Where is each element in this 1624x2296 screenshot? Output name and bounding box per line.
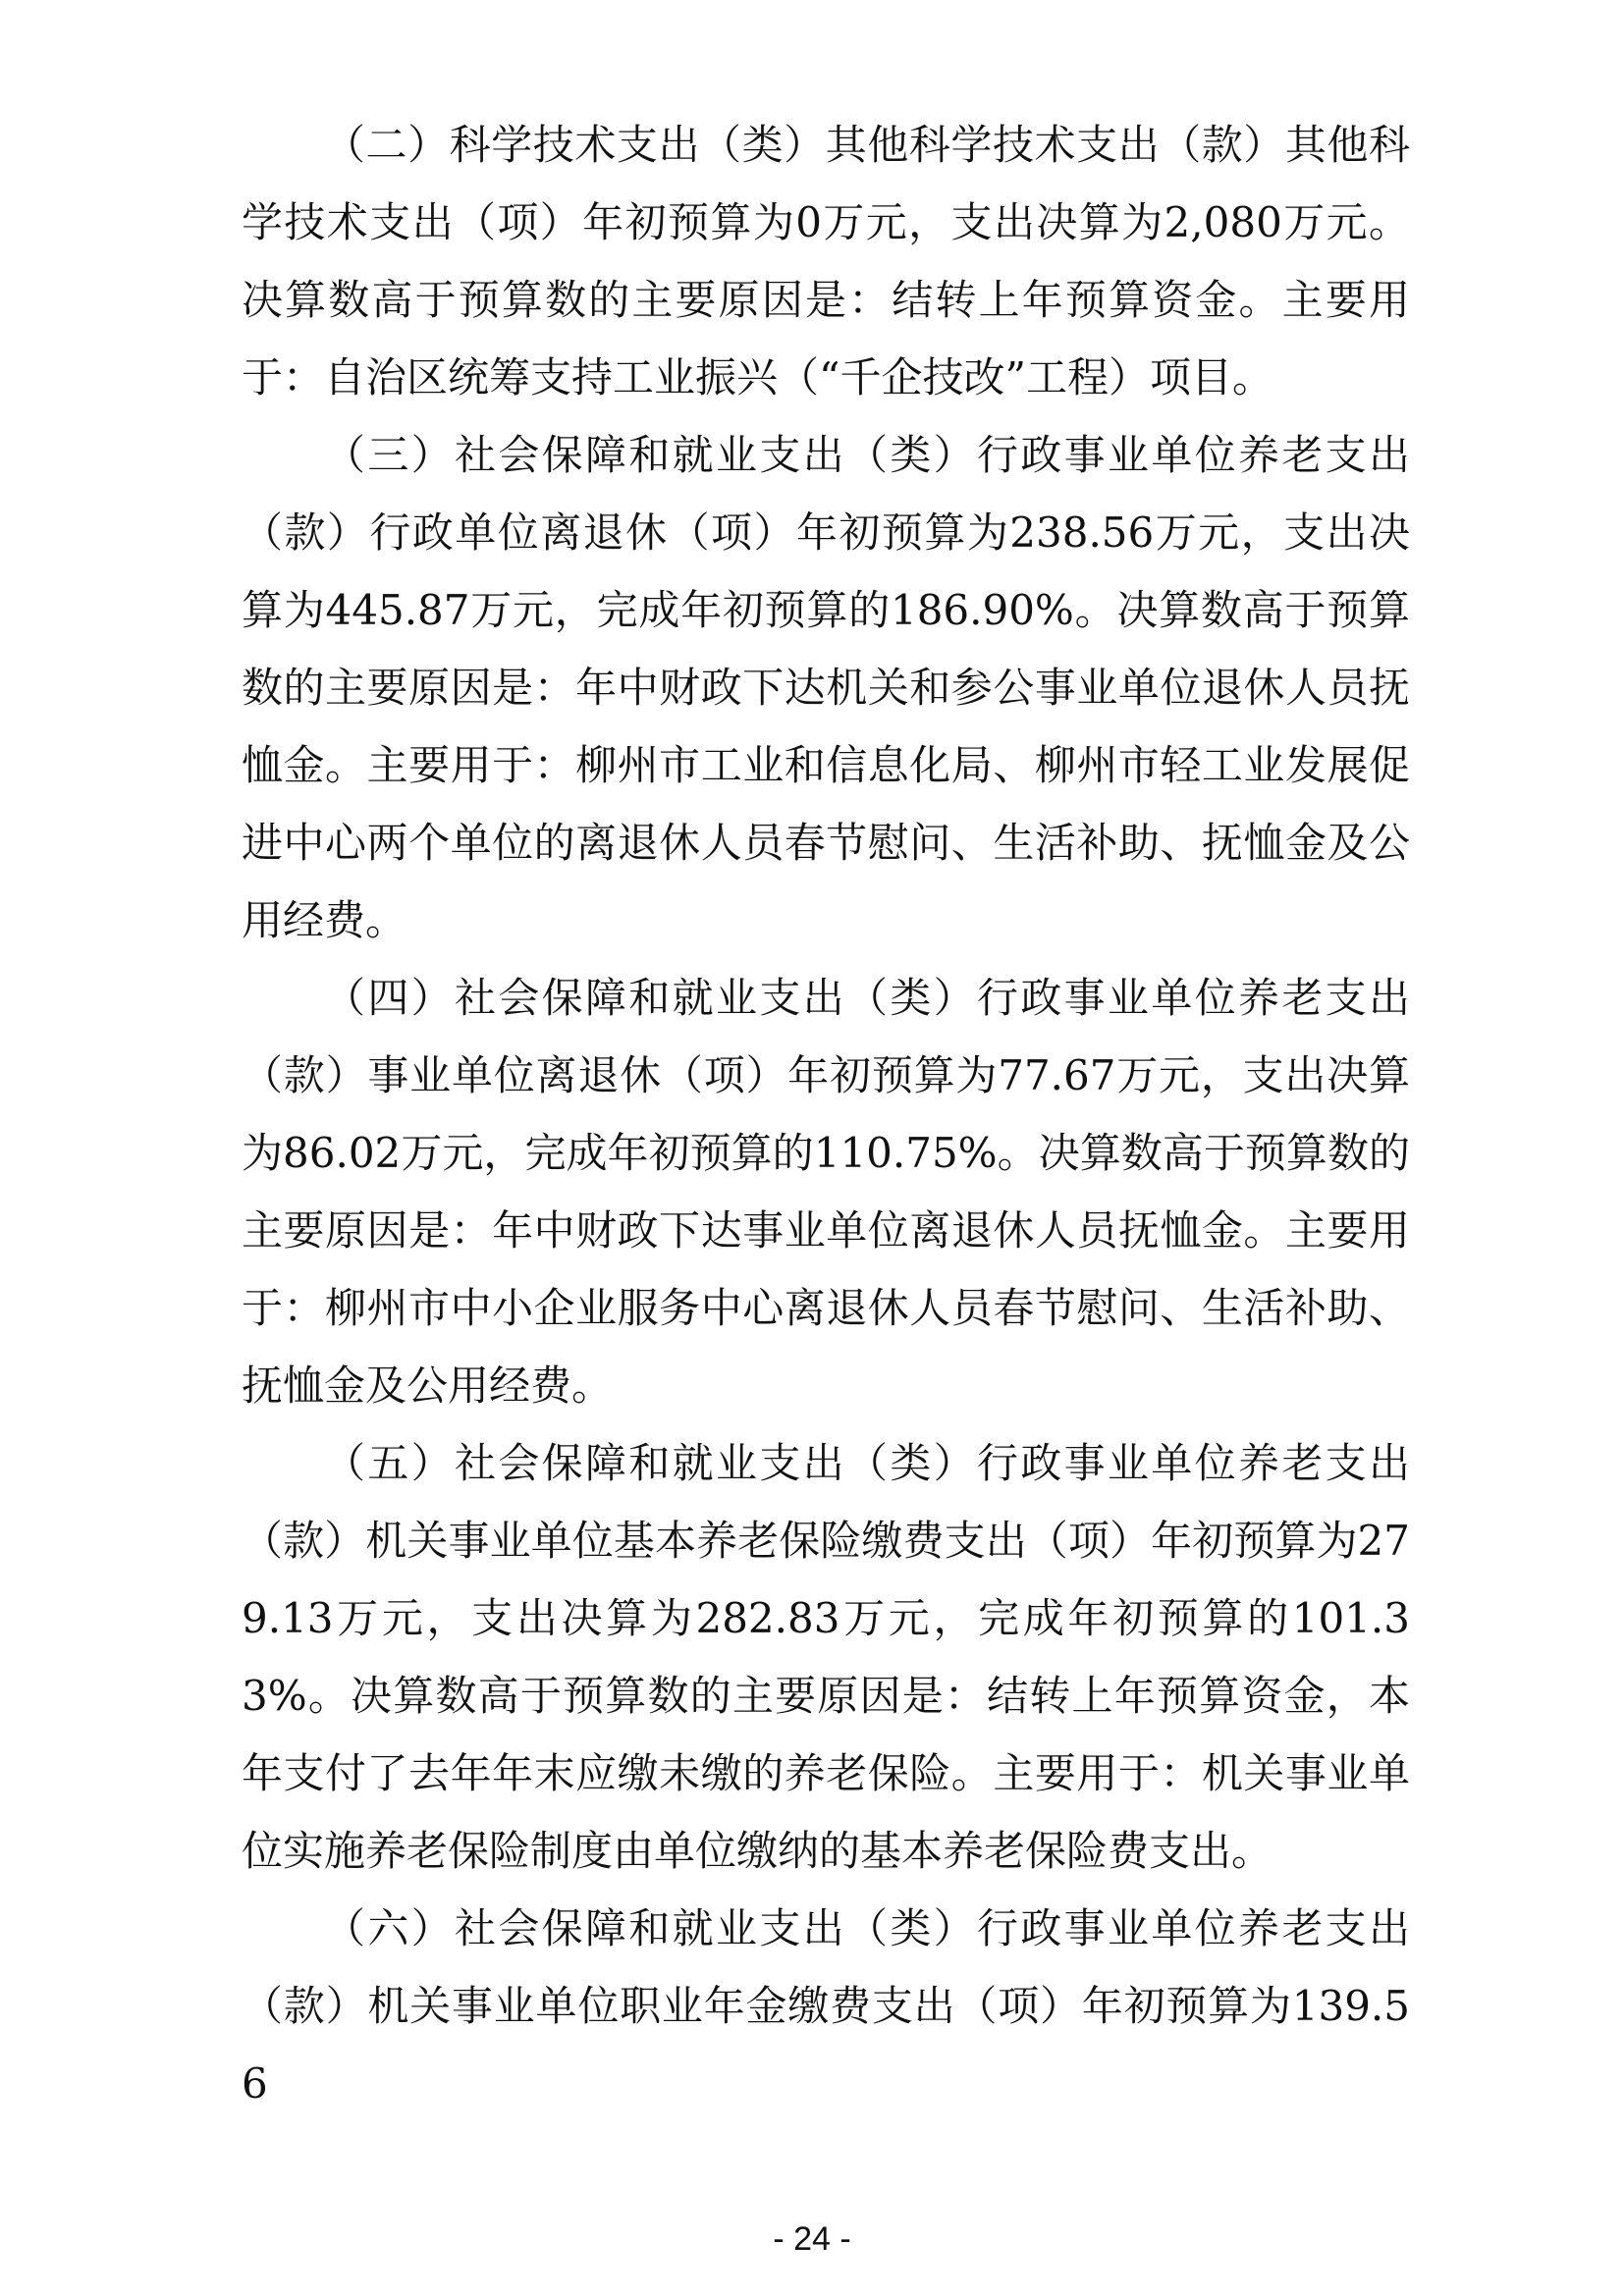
paragraph-public-institution-retirement: （四）社会保障和就业支出（类）行政事业单位养老支出（款）事业单位离退休（项）年初预算为77.67万元，支出决算为86.02万元，完成年初预算的110.75%。决算数高于预算数的主要原因是：年中财政下达事业单位离退休人员抚恤金。主要用于：柳州市中小企业服务中心离退休人员春节慰问、生活补助、抚恤金及公用经费。 (242, 974, 1410, 1410)
paragraph-basic-pension-insurance: （五）社会保障和就业支出（类）行政事业单位养老支出（款）机关事业单位基本养老保险缴费支出（项）年初预算为279.13万元，支出决算为282.83万元，完成年初预算的101.33%。决算数高于预算数的主要原因是：结转上年预算资金，本年支付了去年年末应缴未缴的养老保险。主要用于：机关事业单位实施养老保险制度由单位缴纳的基本养老保险费支出。 (242, 1439, 1410, 1875)
paragraph-admin-unit-retirement: （三）社会保障和就业支出（类）行政事业单位养老支出（款）行政单位离退休（项）年初预算为238.56万元，支出决算为445.87万元，完成年初预算的186.90%。决算数高于预算数的主要原因是：年中财政下达机关和参公事业单位退休人员抚恤金。主要用于：柳州市工业和信息化局、柳州市轻工业发展促进中心两个单位的离退休人员春节慰问、生活补助、抚恤金及公用经费。 (242, 431, 1410, 944)
page-number: - 24 - (773, 2220, 851, 2258)
paragraph-occupational-annuity: （六）社会保障和就业支出（类）行政事业单位养老支出（款）机关事业单位职业年金缴费支出（项）年初预算为139.56 (242, 1904, 1410, 2108)
paragraph-science-tech-expenditure: （二）科学技术支出（类）其他科学技术支出（款）其他科学技术支出（项）年初预算为0万元，支出决算为2,080万元。决算数高于预算数的主要原因是：结转上年预算资金。主要用于：自治区统筹支持工业振兴（“千企技改”工程）项目。 (242, 121, 1410, 401)
document-body (242, 106, 1410, 2122)
